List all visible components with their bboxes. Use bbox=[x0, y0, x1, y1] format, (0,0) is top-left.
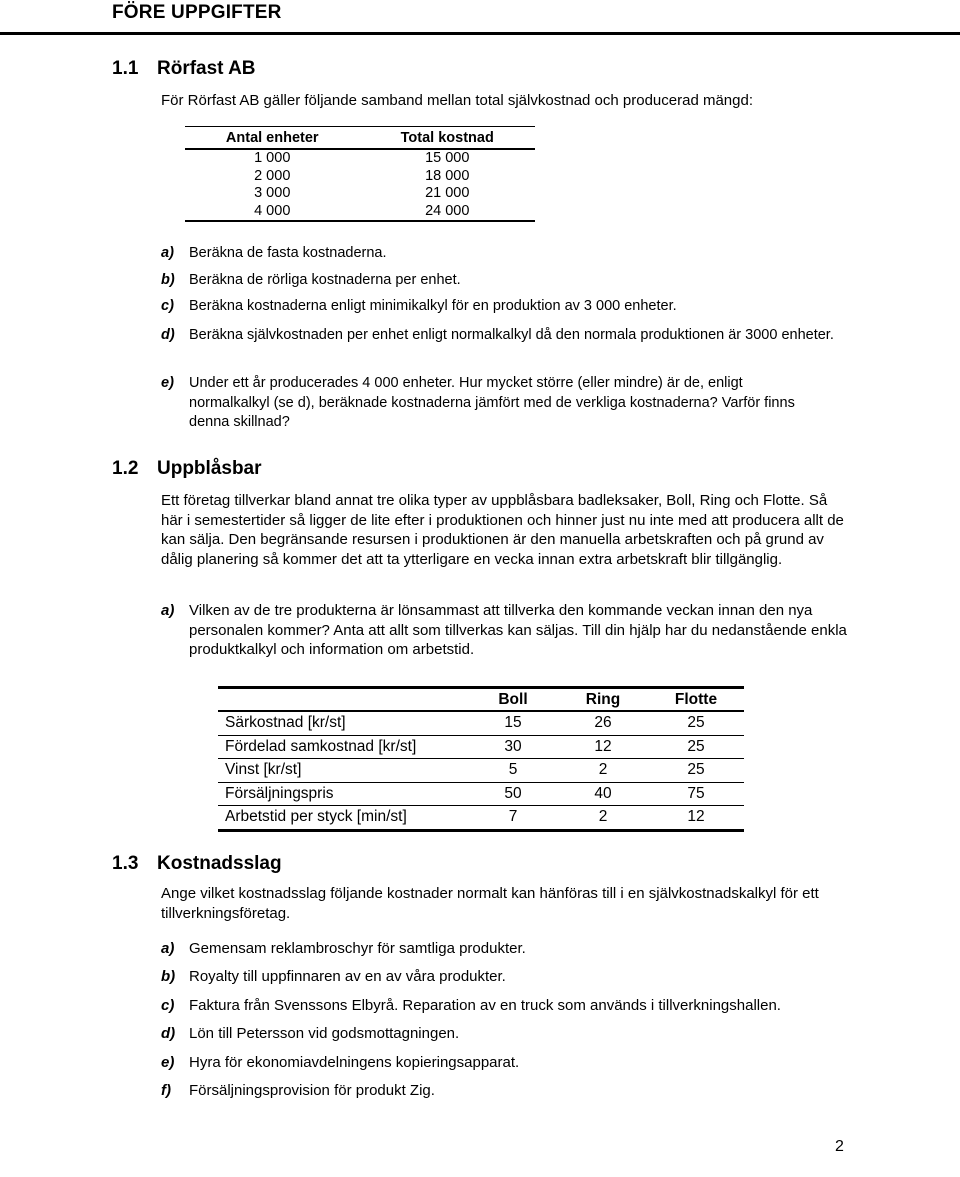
item-letter: a) bbox=[161, 940, 175, 957]
question-text: Beräkna de fasta kostnaderna. bbox=[189, 245, 387, 261]
table-row bbox=[218, 735, 744, 759]
question-letter: e) bbox=[161, 375, 174, 391]
table-cell: 2 000 bbox=[254, 167, 291, 184]
table-header-row bbox=[218, 688, 744, 712]
cost-quantity-table bbox=[185, 126, 535, 222]
section-1-3-heading bbox=[112, 853, 282, 875]
header-rule bbox=[0, 32, 960, 35]
table-cell: 15 bbox=[468, 711, 558, 735]
product-calculation-table bbox=[218, 686, 744, 832]
list-item bbox=[161, 1053, 861, 1073]
table-cell: 12 bbox=[648, 806, 744, 831]
table-cell: 15 000 bbox=[360, 149, 536, 168]
item-letter: c) bbox=[161, 997, 175, 1014]
column-header: Total kostnad bbox=[400, 129, 494, 146]
section-1-1-heading bbox=[112, 58, 256, 80]
question-letter: c) bbox=[161, 298, 174, 314]
column-header: Antal enheter bbox=[225, 129, 319, 146]
section-number: 1.3 bbox=[112, 853, 139, 874]
table-cell: 24 000 bbox=[360, 203, 536, 222]
row-label: Fördelad samkostnad [kr/st] bbox=[218, 735, 468, 759]
item-letter: b) bbox=[161, 968, 176, 985]
question-text: Beräkna de rörliga kostnaderna per enhet. bbox=[189, 272, 461, 288]
list-item bbox=[161, 1024, 861, 1044]
row-label: Arbetstid per styck [min/st] bbox=[218, 806, 468, 831]
item-text: Hyra för ekonomiavdelningens kopieringsapparat. bbox=[189, 1054, 520, 1071]
item-text: Faktura från Svenssons Elbyrå. Reparation av en truck som används i tillverkningshallen. bbox=[189, 997, 781, 1014]
question-text: Beräkna självkostnaden per enhet enligt normalkalkyl då den normala produktionen är 3000 enheter. bbox=[189, 327, 834, 343]
list-item bbox=[161, 967, 861, 987]
column-header-flotte: Flotte bbox=[648, 688, 744, 712]
table-cell: 50 bbox=[468, 782, 558, 806]
section-title: Uppblåsbar bbox=[157, 458, 262, 479]
row-label: Vinst [kr/st] bbox=[218, 759, 468, 783]
section-1-2-heading bbox=[112, 458, 262, 480]
table-cell: 21 000 bbox=[425, 185, 470, 201]
table-cell: 18 000 bbox=[425, 167, 470, 184]
table-cell: 3 000 bbox=[254, 185, 291, 201]
question-e bbox=[161, 374, 811, 433]
section-1-3-intro: Ange vilket kostnadsslag följande kostnader normalt kan hänföras till i en självkostnadskalkyl för ett tillverkningsföretag. bbox=[161, 885, 819, 922]
question-text: Vilken av de tre produkterna är lönsammast att tillverka den kommande veckan innan den nya personalen kommer? Anta att allt som tillverkas kan säljas. Till din hjälp har du nedanstående enkla produktkalkyl och information om arbetstid. bbox=[189, 602, 847, 658]
table-row bbox=[218, 759, 744, 783]
table-row bbox=[218, 782, 744, 806]
section-title: Rörfast AB bbox=[157, 58, 256, 79]
table-cell: 7 bbox=[468, 806, 558, 831]
item-letter: d) bbox=[161, 1025, 176, 1042]
question-d bbox=[161, 326, 851, 346]
table-cell: 2 bbox=[558, 759, 648, 783]
question-a bbox=[161, 601, 851, 660]
list-item bbox=[161, 939, 861, 959]
table-cell: 25 bbox=[648, 735, 744, 759]
section-title: Kostnadsslag bbox=[157, 853, 282, 874]
table-cell: 2 bbox=[558, 806, 648, 831]
table-row bbox=[218, 711, 744, 735]
table-row bbox=[185, 168, 535, 186]
list-item bbox=[161, 996, 861, 1016]
item-text: Royalty till uppfinnaren av en av våra produkter. bbox=[189, 968, 506, 985]
section-number: 1.2 bbox=[112, 458, 139, 479]
question-c bbox=[161, 297, 861, 317]
row-label: Särkostnad [kr/st] bbox=[218, 711, 468, 735]
table-cell: 26 bbox=[558, 711, 648, 735]
table-header-row bbox=[185, 127, 535, 150]
table-row bbox=[185, 149, 535, 168]
section-1-2-intro: Ett företag tillverkar bland annat tre olika typer av uppblåsbara badleksaker, Boll, Ring och Flotte. Så här i semestertider så ligger de lite efter i produktionen och hinner just nu inte med att producera allt de kan sälja. Den begränsande resursen i produktionen är den manuella arbetskraften och på grund av dålig planering så kommer det att ta ytterligare en vecka innan extra arbetskraft blir tillgänglig. bbox=[161, 492, 844, 568]
table-cell: 75 bbox=[648, 782, 744, 806]
question-text: Under ett år producerades 4 000 enheter. Hur mycket större (eller mindre) är de, enligt normalkalkyl (se d), beräknade kostnaderna jämfört med de verkliga kostnaderna? Varför finns denna skillnad? bbox=[189, 375, 795, 430]
table-cell: 25 bbox=[648, 711, 744, 735]
table-cell: 12 bbox=[558, 735, 648, 759]
question-letter: a) bbox=[161, 245, 174, 261]
question-text: Beräkna kostnaderna enligt minimikalkyl för en produktion av 3 000 enheter. bbox=[189, 298, 677, 314]
table-cell: 25 bbox=[648, 759, 744, 783]
question-letter: d) bbox=[161, 327, 175, 343]
section-number: 1.1 bbox=[112, 58, 139, 79]
item-letter: e) bbox=[161, 1054, 175, 1071]
row-label: Försäljningspris bbox=[218, 782, 468, 806]
list-item bbox=[161, 1081, 861, 1101]
column-header bbox=[218, 688, 468, 712]
page-header-title: FÖRE UPPGIFTER bbox=[112, 2, 282, 23]
table-cell: 40 bbox=[558, 782, 648, 806]
question-letter: b) bbox=[161, 272, 175, 288]
table-row bbox=[185, 185, 535, 203]
column-header-boll: Boll bbox=[468, 688, 558, 712]
page-number: 2 bbox=[835, 1138, 844, 1155]
table-cell: 30 bbox=[468, 735, 558, 759]
item-text: Gemensam reklambroschyr för samtliga produkter. bbox=[189, 940, 526, 957]
section-1-1-intro: För Rörfast AB gäller följande samband mellan total självkostnad och producerad mängd: bbox=[161, 92, 753, 109]
question-a bbox=[161, 244, 861, 264]
table-cell: 4 000 bbox=[185, 203, 360, 222]
table-cell: 1 000 bbox=[185, 149, 360, 168]
question-letter: a) bbox=[161, 602, 175, 619]
question-b bbox=[161, 271, 861, 291]
item-text: Försäljningsprovision för produkt Zig. bbox=[189, 1082, 435, 1099]
item-letter: f) bbox=[161, 1082, 171, 1099]
table-row bbox=[218, 806, 744, 831]
table-cell: 5 bbox=[468, 759, 558, 783]
column-header-ring: Ring bbox=[558, 688, 648, 712]
table-row bbox=[185, 203, 535, 222]
item-text: Lön till Petersson vid godsmottagningen. bbox=[189, 1025, 460, 1042]
